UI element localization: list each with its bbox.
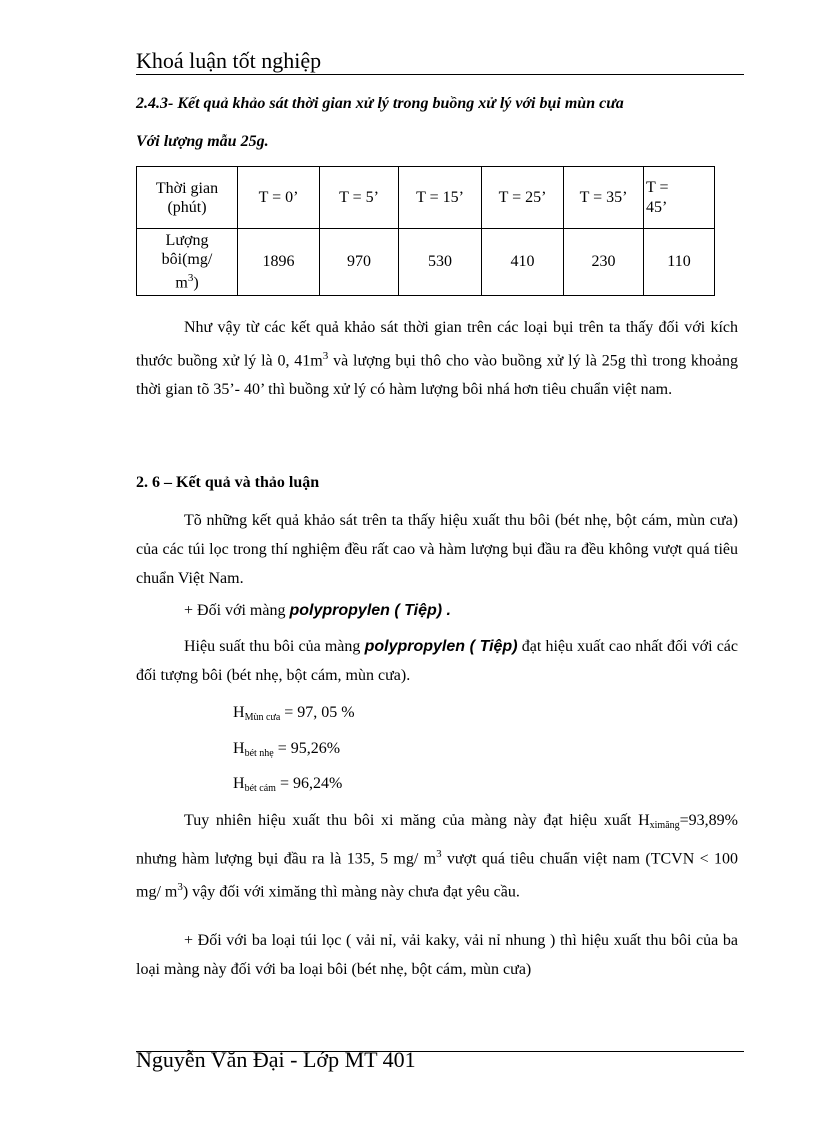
efficiency-text-b: đạt hiệu xuất cao nhất đối với các đối tượng bôi (bét nhẹ, bột cám, mùn cưa). (136, 638, 739, 684)
ximang-sub: ximăng (649, 820, 680, 831)
formula-symbol: H (233, 775, 245, 792)
row-label-line-1: Lượng (165, 232, 209, 250)
ximang-text-c: vượt quá tiêu chuẩn việt nam (TCVN < 100 mg/ m (136, 850, 739, 901)
formula-value: = 97, 05 % (280, 704, 355, 721)
formula-value: = 95,26% (273, 740, 341, 757)
subsection-heading-line-2: Với lượng mẫu 25g. (136, 133, 269, 150)
formula-bet-nhe (233, 740, 340, 759)
header-label-line-2: (phút) (167, 198, 207, 216)
table-cell-time-last (644, 167, 715, 229)
table-cell-time: T = 0’ (238, 167, 320, 229)
table-cell-time: T = 15’ (399, 167, 482, 229)
formula-mun-cua (233, 704, 355, 723)
formula-symbol: H (233, 704, 245, 721)
table-row-time (137, 167, 715, 229)
paragraph-summary (136, 313, 738, 404)
time-last-line-2: 45’ (646, 198, 668, 216)
ximang-text-b: =93,89% nhưng hàm lượng bụi đầu ra là 135, 5 mg/ m (136, 812, 738, 868)
row-label-line-3-end: ) (193, 274, 199, 292)
formula-bet-cam (233, 775, 342, 794)
summary-text-b: và lượng bụi thô cho vào buồng xử lý là 25g thì trong khoảng thời gian tõ 35’- 40’ thì buồng xử lý có hàm lượng bôi nhá hơn tiêu chuẩn việt nam. (136, 352, 739, 399)
table-cell-value: 410 (482, 229, 564, 296)
paragraph-ximang (136, 806, 738, 907)
table-cell-value: 1896 (238, 229, 320, 296)
table-cell-time: T = 35’ (564, 167, 644, 229)
table-header-dust (137, 229, 238, 296)
table-cell-value: 530 (399, 229, 482, 296)
efficiency-text-a: Hiệu suất thu bôi của màng (184, 638, 365, 655)
ximang-symbol: H (638, 812, 650, 829)
table-cell-value: 970 (320, 229, 399, 296)
ximang-sup-2: 3 (177, 881, 183, 894)
page-footer: Nguyễn Văn Đại - Lớp MT 401 (136, 1047, 416, 1072)
efficiency-emph: polypropylen ( Tiệp) (364, 638, 518, 655)
summary-sup: 3 (322, 350, 329, 362)
bullet-emph: polypropylen ( Tiệp) (289, 602, 447, 619)
bullet-polypropylen (184, 602, 451, 620)
ximang-text-d: ) vậy đối với ximăng thì màng này chưa đạt yêu cầu. (182, 883, 520, 901)
table-cell-time: T = 5’ (320, 167, 399, 229)
paragraph-discussion: Tõ những kết quả khảo sát trên ta thấy hiệu xuất thu bôi (bét nhẹ, bột cám, mùn cưa) của các túi lọc trong thí nghiệm đều rất cao và hàm lượng bụi đầu ra đều không vượt quá tiêu chuẩn Việt Nam. (136, 512, 738, 587)
bullet-prefix: + Đối với màng (184, 602, 290, 619)
row-label-sup: 3 (187, 272, 194, 285)
ximang-sup-1: 3 (436, 848, 442, 860)
header-title: Khoá luận tốt nghiệp (136, 48, 322, 73)
section-title: 2. 6 – Kết quả và thảo luận (136, 474, 320, 491)
ximang-text-a: Tuy nhiên hiệu xuất thu bôi xi măng của màng này đạt hiệu xuất (184, 812, 639, 829)
time-last-line-1: T = (646, 178, 669, 196)
table-row-dust (137, 229, 715, 296)
formula-value: = 96,24% (275, 775, 343, 792)
row-label-line-2: bôi(mg/ (161, 251, 213, 269)
page-header (136, 49, 744, 75)
table-header-time (137, 167, 238, 229)
table-cell-time: T = 25’ (482, 167, 564, 229)
formula-symbol: H (233, 740, 245, 757)
formula-sub: bét nhẹ (244, 748, 274, 759)
header-label-line-1: Thời gian (155, 179, 219, 197)
summary-text-a: Như vậy từ các kết quả khảo sát thời gian trên các loại bụi trên ta thấy đối với kích thước buồng xử lý là 0, 41m (136, 319, 738, 370)
table-cell-value: 110 (644, 229, 715, 296)
paragraph-efficiency (136, 632, 738, 690)
formula-sub: Mùn cưa (244, 712, 281, 723)
table-cell-value: 230 (564, 229, 644, 296)
results-table (136, 166, 715, 296)
subsection-heading-line-1: 2.4.3- Kết quả khảo sát thời gian xử lý trong buồng xử lý với bụi mùn cưa (136, 95, 624, 112)
paragraph-tui-loc: + Đối với ba loại túi lọc ( vải nỉ, vải kaky, vải nỉ nhung ) thì hiệu xuất thu bôi của ba loại màng này đối với ba loại bôi (bét nhẹ, bột cám, mùn cưa) (136, 932, 738, 978)
row-label-line-3: m (175, 274, 188, 292)
formula-sub: bét cám (244, 783, 276, 794)
bullet-suffix: . (446, 602, 451, 619)
